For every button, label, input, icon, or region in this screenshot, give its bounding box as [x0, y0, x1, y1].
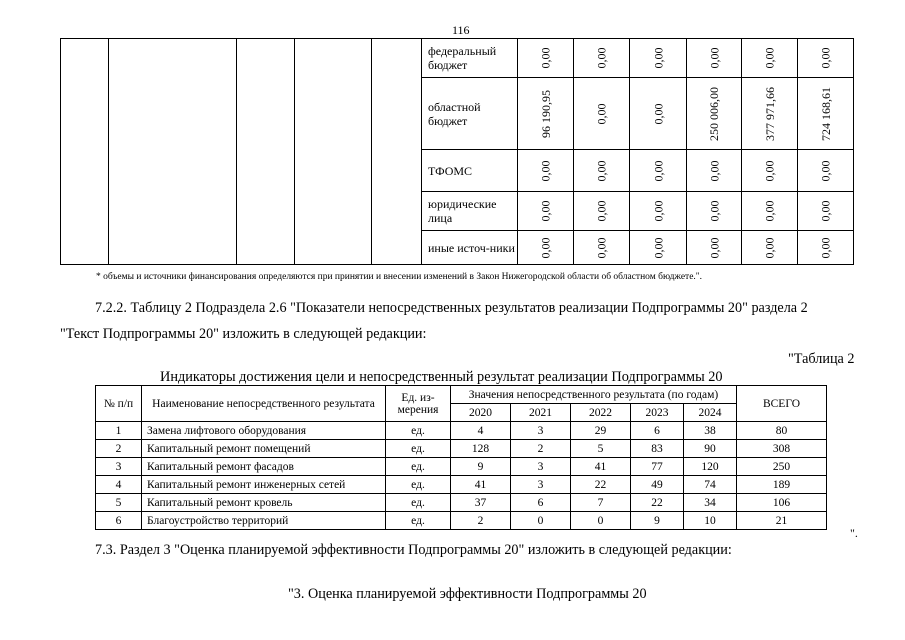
funding-value — [574, 150, 630, 192]
funding-value — [687, 150, 742, 192]
funding-value-text: 377 971,66 — [762, 86, 777, 141]
funding-value — [742, 39, 798, 78]
result-name: Капитальный ремонт помещений — [142, 440, 386, 458]
page-number: 116 — [452, 23, 470, 37]
year-value: 10 — [684, 512, 737, 530]
total-value: 21 — [737, 512, 827, 530]
row-number: 6 — [96, 512, 142, 530]
funding-value-text: 724 168,61 — [818, 86, 833, 141]
funding-value — [798, 39, 854, 78]
funding-value-text: 0,00 — [594, 47, 609, 69]
table-label: "Таблица 2 — [788, 351, 855, 367]
indicator-row — [96, 458, 827, 476]
funding-value-text: 0,00 — [538, 200, 553, 222]
indicators-table — [95, 385, 827, 530]
indicator-row — [96, 494, 827, 512]
funding-source: федеральный бюджет — [422, 39, 518, 78]
year-value: 37 — [451, 494, 511, 512]
funding-value-text: 0,00 — [538, 47, 553, 69]
funding-value-text: 0,00 — [818, 200, 833, 222]
funding-value — [518, 78, 574, 150]
funding-value-text: 0,00 — [762, 160, 777, 181]
total-value: 189 — [737, 476, 827, 494]
funding-value — [742, 150, 798, 192]
year-value: 128 — [451, 440, 511, 458]
funding-value-text: 0,00 — [707, 200, 721, 222]
year-value: 9 — [451, 458, 511, 476]
year-value: 83 — [631, 440, 684, 458]
year-value: 49 — [631, 476, 684, 494]
funding-value-text: 0,00 — [594, 237, 609, 258]
empty-cell — [372, 39, 422, 265]
empty-cell — [109, 39, 237, 265]
year-value: 120 — [684, 458, 737, 476]
funding-value-text: 0,00 — [651, 47, 665, 69]
year-header: 2024 — [684, 404, 737, 422]
paragraph-7-3: 7.3. Раздел 3 "Оценка планируемой эффективности Подпрограммы 20" изложить в следующей редакции: — [95, 542, 732, 558]
footnote: * объемы и источники финансирования определяются при принятии и внесении изменений в Закон Нижегородской области об областном бюджете.". — [96, 272, 703, 282]
funding-value-text: 0,00 — [762, 47, 777, 69]
unit: ед. — [386, 476, 451, 494]
total-value: 308 — [737, 440, 827, 458]
funding-value — [630, 150, 687, 192]
indicator-row — [96, 440, 827, 458]
empty-cell — [237, 39, 295, 265]
funding-value — [742, 78, 798, 150]
funding-value — [630, 78, 687, 150]
funding-value-text: 0,00 — [707, 237, 721, 258]
funding-value-text: 96 190,95 — [538, 89, 553, 138]
funding-value — [798, 150, 854, 192]
closing-quote: ". — [850, 526, 858, 540]
funding-value — [630, 192, 687, 231]
empty-cell — [295, 39, 372, 265]
year-header: 2020 — [451, 404, 511, 422]
funding-value — [574, 231, 630, 265]
funding-value-text: 0,00 — [594, 160, 609, 181]
funding-value — [742, 231, 798, 265]
funding-value-text: 0,00 — [818, 160, 833, 181]
section-heading: "3. Оценка планируемой эффективности Подпрограммы 20 — [288, 586, 647, 602]
funding-value — [687, 39, 742, 78]
funding-value — [518, 39, 574, 78]
funding-value — [574, 78, 630, 150]
funding-row — [61, 39, 854, 78]
year-value: 22 — [631, 494, 684, 512]
funding-value — [798, 231, 854, 265]
header-name: Наименование непосредственного результата — [142, 386, 386, 422]
year-value: 41 — [571, 458, 631, 476]
year-header: 2021 — [511, 404, 571, 422]
funding-value — [630, 39, 687, 78]
funding-value — [630, 231, 687, 265]
funding-value — [687, 78, 742, 150]
indicators-title: Индикаторы достижения цели и непосредственный результат реализации Подпрограммы 20 — [160, 369, 723, 385]
funding-value-text: 0,00 — [818, 47, 833, 69]
paragraph-7-2-2-line1: 7.2.2. Таблицу 2 Подраздела 2.6 "Показатели непосредственных результатов реализации Подпрограммы 20" раздела 2 — [95, 300, 808, 316]
year-value: 2 — [511, 440, 571, 458]
funding-value-text: 0,00 — [762, 200, 777, 222]
header-unit: Ед. из-мерения — [386, 386, 451, 422]
result-name: Замена лифтового оборудования — [142, 422, 386, 440]
funding-value-text: 0,00 — [707, 160, 721, 181]
unit: ед. — [386, 494, 451, 512]
funding-value-text: 0,00 — [651, 160, 665, 181]
funding-value-text: 0,00 — [707, 47, 721, 69]
funding-value-text: 0,00 — [594, 103, 609, 124]
funding-value — [574, 39, 630, 78]
year-value: 22 — [571, 476, 631, 494]
year-value: 3 — [511, 476, 571, 494]
funding-value-text: 0,00 — [594, 200, 609, 222]
header-num: № п/п — [96, 386, 142, 422]
year-value: 3 — [511, 422, 571, 440]
funding-value — [687, 231, 742, 265]
row-number: 3 — [96, 458, 142, 476]
funding-value-text: 250 006,00 — [707, 86, 721, 141]
funding-source: ТФОМС — [422, 150, 518, 192]
funding-value-text: 0,00 — [538, 160, 553, 181]
year-value: 5 — [571, 440, 631, 458]
year-value: 90 — [684, 440, 737, 458]
total-value: 106 — [737, 494, 827, 512]
funding-value-text: 0,00 — [651, 103, 665, 124]
funding-value-text: 0,00 — [651, 200, 665, 222]
funding-source: областной бюджет — [422, 78, 518, 150]
row-number: 4 — [96, 476, 142, 494]
year-value: 3 — [511, 458, 571, 476]
funding-value — [574, 192, 630, 231]
year-value: 38 — [684, 422, 737, 440]
header-values: Значения непосредственного результата (по годам) — [451, 386, 737, 404]
total-value: 80 — [737, 422, 827, 440]
year-value: 74 — [684, 476, 737, 494]
year-value: 4 — [451, 422, 511, 440]
indicator-row — [96, 476, 827, 494]
row-number: 5 — [96, 494, 142, 512]
funding-table — [60, 38, 854, 265]
funding-value-text: 0,00 — [538, 237, 553, 258]
result-name: Благоустройство территорий — [142, 512, 386, 530]
year-header: 2022 — [571, 404, 631, 422]
funding-value — [742, 192, 798, 231]
paragraph-7-2-2-line2: "Текст Подпрограммы 20" изложить в следующей редакции: — [60, 326, 427, 342]
funding-source: юридические лица — [422, 192, 518, 231]
year-value: 0 — [511, 512, 571, 530]
year-value: 6 — [511, 494, 571, 512]
year-value: 41 — [451, 476, 511, 494]
header-total: ВСЕГО — [737, 386, 827, 422]
result-name: Капитальный ремонт кровель — [142, 494, 386, 512]
result-name: Капитальный ремонт фасадов — [142, 458, 386, 476]
year-value: 6 — [631, 422, 684, 440]
funding-value — [687, 192, 742, 231]
funding-value — [798, 192, 854, 231]
funding-value-text: 0,00 — [651, 237, 665, 258]
row-number: 2 — [96, 440, 142, 458]
unit: ед. — [386, 458, 451, 476]
year-value: 7 — [571, 494, 631, 512]
total-value: 250 — [737, 458, 827, 476]
row-number: 1 — [96, 422, 142, 440]
funding-value — [518, 231, 574, 265]
year-header: 2023 — [631, 404, 684, 422]
indicator-row — [96, 422, 827, 440]
result-name: Капитальный ремонт инженерных сетей — [142, 476, 386, 494]
indicator-row — [96, 512, 827, 530]
year-value: 34 — [684, 494, 737, 512]
funding-value — [518, 150, 574, 192]
unit: ед. — [386, 422, 451, 440]
funding-source: иные источ-ники — [422, 231, 518, 265]
unit: ед. — [386, 440, 451, 458]
funding-value — [798, 78, 854, 150]
year-value: 29 — [571, 422, 631, 440]
year-value: 2 — [451, 512, 511, 530]
empty-cell — [61, 39, 109, 265]
funding-value-text: 0,00 — [762, 237, 777, 258]
year-value: 9 — [631, 512, 684, 530]
funding-value — [518, 192, 574, 231]
unit: ед. — [386, 512, 451, 530]
year-value: 0 — [571, 512, 631, 530]
funding-value-text: 0,00 — [818, 237, 833, 258]
year-value: 77 — [631, 458, 684, 476]
